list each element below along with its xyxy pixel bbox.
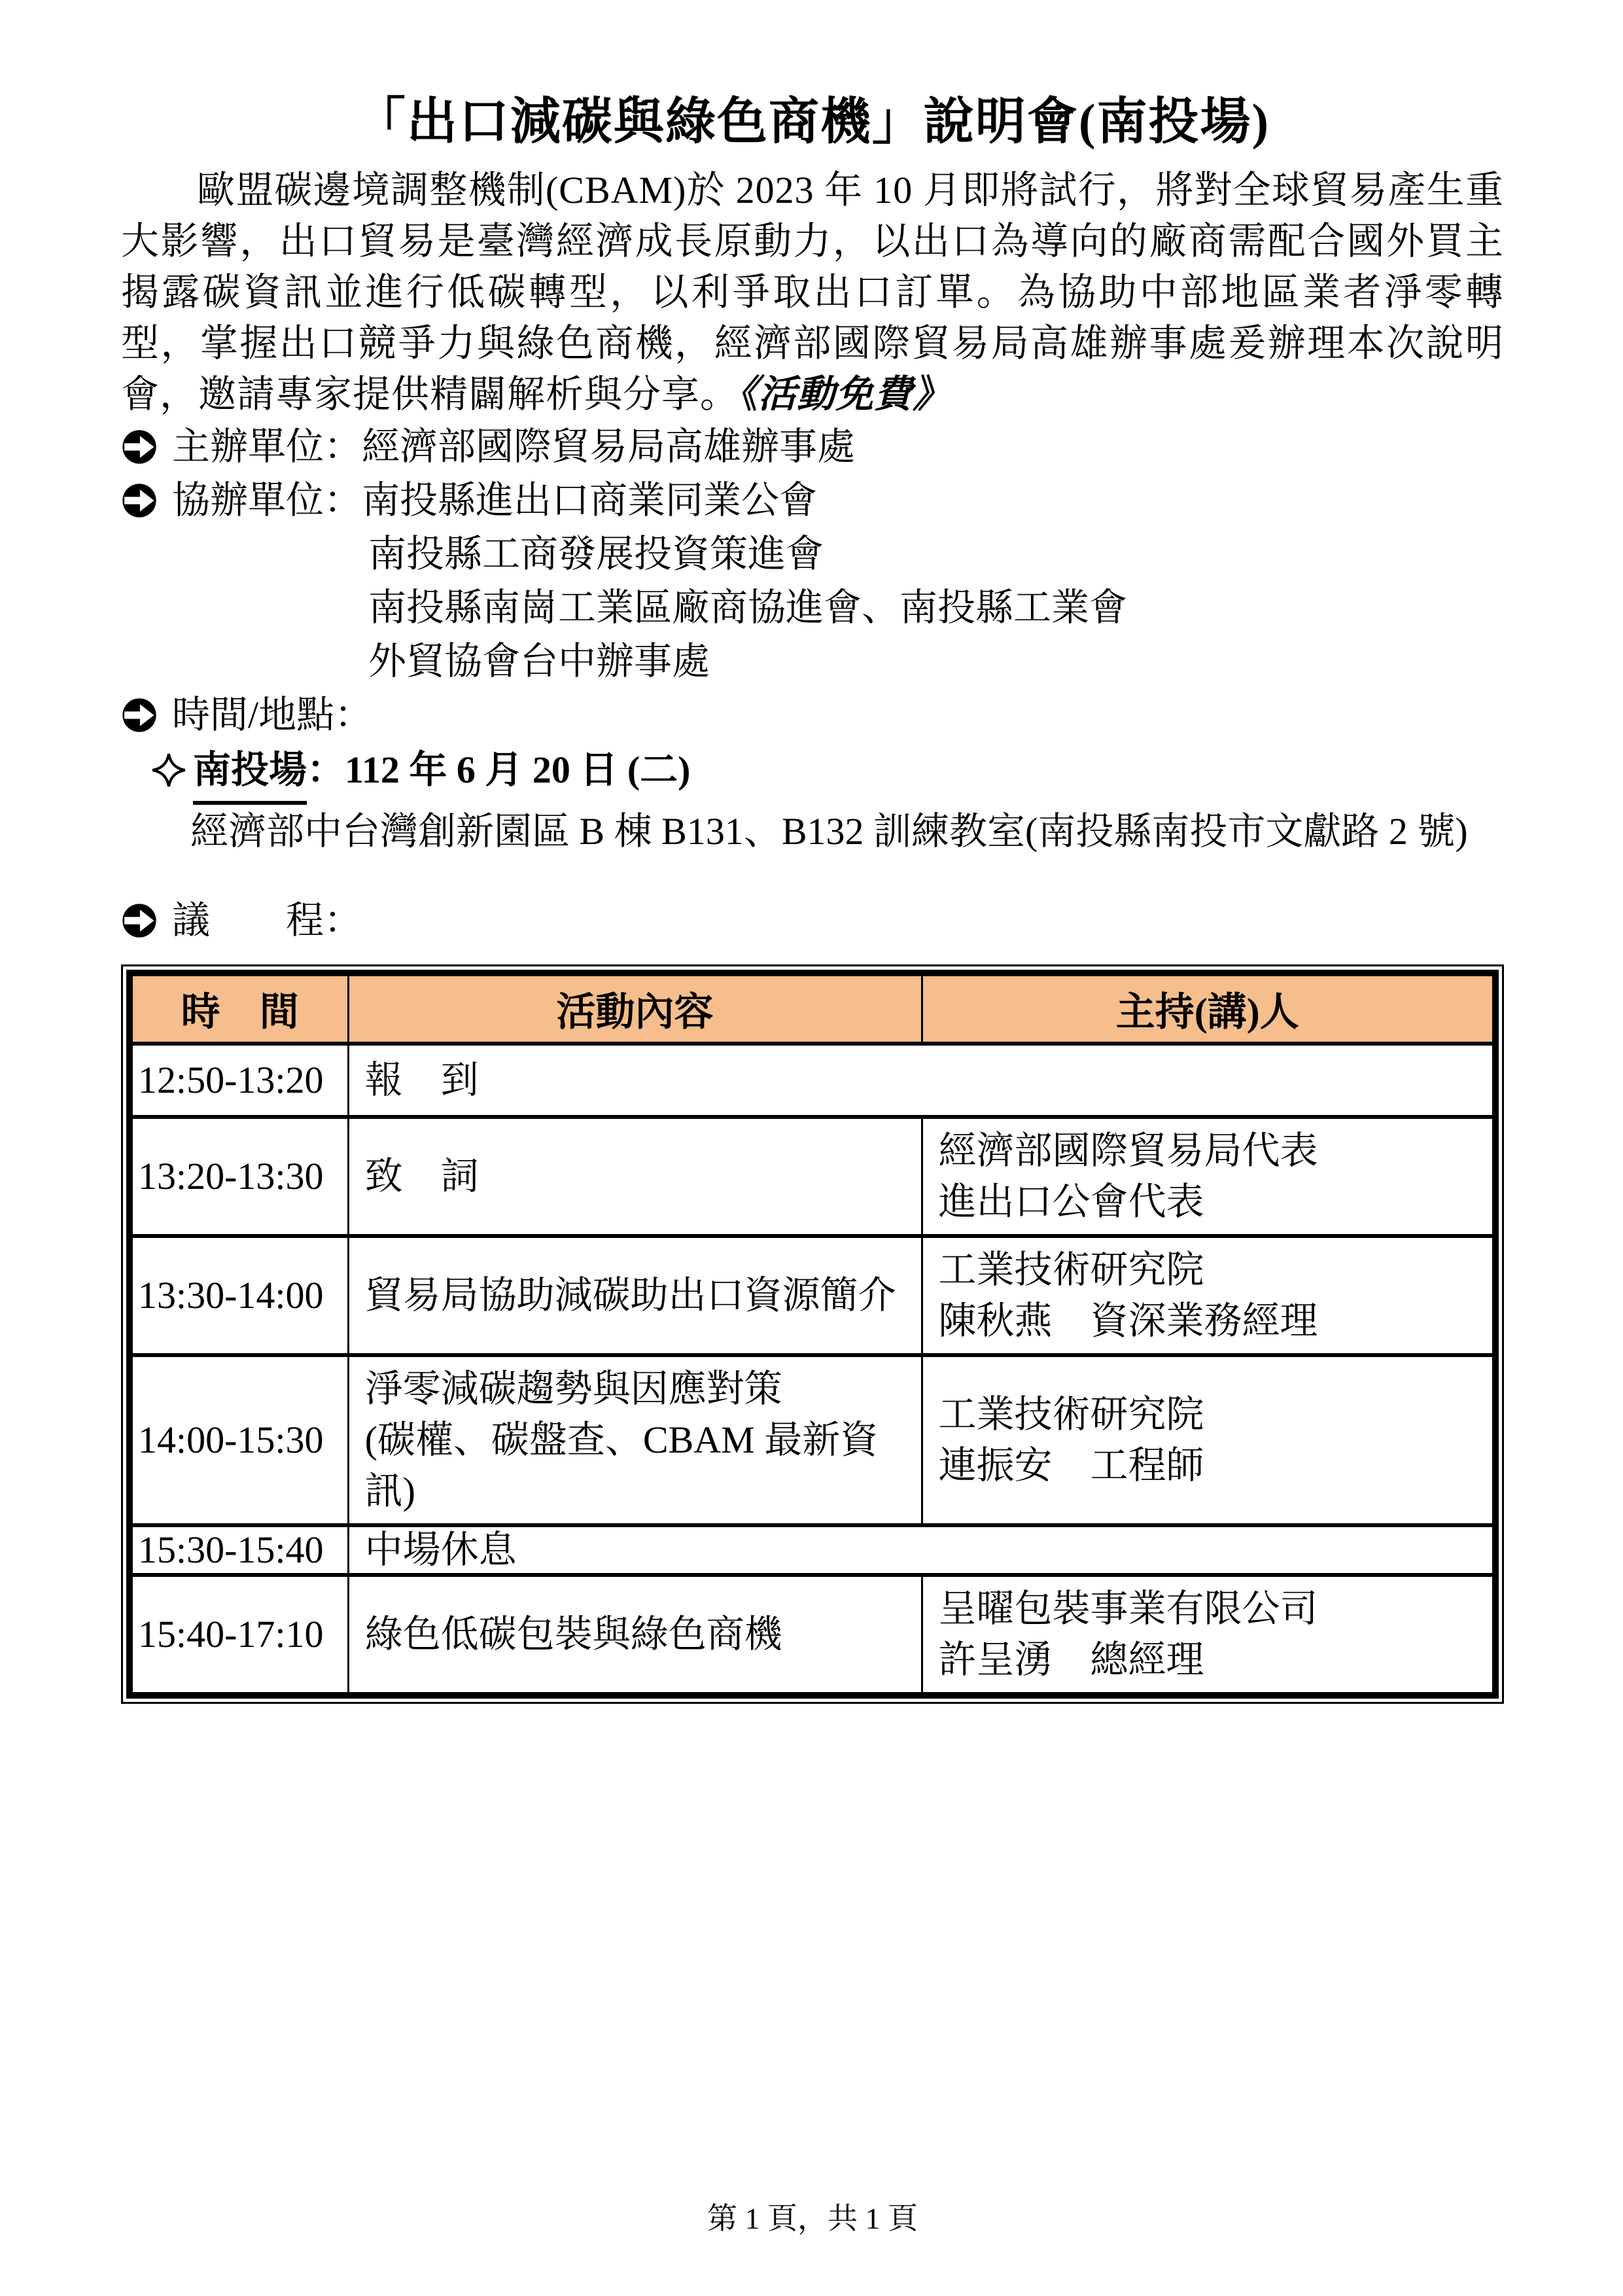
circled-right-arrow-icon	[121, 894, 172, 947]
co-organizer-item: 南投縣工商發展投資策進會	[368, 533, 824, 576]
time-cell: 15:30-15:40	[130, 1525, 348, 1575]
circled-right-arrow-icon	[121, 420, 172, 474]
circled-right-arrow-icon	[121, 688, 172, 742]
agenda-table-wrapper	[121, 964, 1504, 1704]
speaker-cell	[922, 1355, 1495, 1525]
co-organizer-item: 外貿協會台中辦事處	[368, 640, 710, 683]
free-event-highlight: 《活動免費》	[739, 373, 952, 416]
speaker-cell	[922, 1575, 1495, 1695]
page-footer: 第 1 頁，共 1 頁	[707, 2202, 918, 2236]
session-datetime: ：112 年 6 月 20 日 (二)	[307, 749, 691, 792]
speaker-line: 進出口公會代表	[938, 1180, 1204, 1224]
speaker-line: 工業技術研究院	[938, 1248, 1204, 1292]
header-content: 活動內容	[348, 973, 922, 1044]
co-organizer-label: 協辦單位：	[172, 479, 362, 522]
page-title: 「出口減碳與綠色商機」說明會(南投場)	[355, 94, 1270, 150]
intro-paragraph	[121, 165, 1504, 420]
table-row	[130, 1575, 1495, 1695]
speaker-line: 許呈湧 總經理	[938, 1638, 1204, 1682]
content-line: (碳權、碳盤查、CBAM 最新資訊)	[364, 1419, 879, 1513]
content-cell: 中場休息	[348, 1525, 1495, 1575]
speaker-line: 呈曜包裝事業有限公司	[938, 1587, 1318, 1631]
time-cell: 15:40-17:10	[130, 1575, 348, 1695]
agenda-header-row	[130, 973, 1495, 1044]
session-venue: 經濟部中台灣創新園區 B 棟 B131、B132 訓練教室(南投縣南投市文獻路 2 號)	[190, 810, 1468, 853]
header-time: 時 間	[130, 973, 348, 1044]
table-row	[130, 1355, 1495, 1525]
time-place-line	[121, 688, 1504, 742]
speaker-line: 工業技術研究院	[938, 1393, 1204, 1436]
table-row	[130, 1044, 1495, 1117]
intro-text: 歐盟碳邊境調整機制(CBAM)於 2023 年 10 月即將試行，將對全球貿易產生重大影響，出口貿易是臺灣經濟成長原動力，以出口為導向的廠商需配合國外買主揭露碳資訊並進行低碳轉型，以利爭取出口訂單。為協助中部地區業者淨零轉型，掌握出口競爭力與綠色商機，經濟部國際貿易局高雄辦事處爰辦理本次說明會，邀請專家提供精闢解析與分享。	[121, 169, 1504, 416]
content-cell: 致 詞	[348, 1117, 922, 1236]
co-organizer-line	[121, 474, 1504, 527]
agenda-label: 議 程：	[172, 899, 362, 942]
organizer-label: 主辦單位：	[172, 425, 362, 468]
speaker-line: 連振安 工程師	[938, 1444, 1204, 1487]
speaker-line: 經濟部國際貿易局代表	[938, 1129, 1318, 1173]
agenda-table	[126, 970, 1499, 1699]
table-row	[130, 1236, 1495, 1355]
four-pointed-star-icon	[151, 742, 193, 798]
header-speaker: 主持(講)人	[922, 973, 1495, 1044]
circled-right-arrow-icon	[121, 474, 172, 527]
session-name: 南投場	[193, 742, 307, 805]
co-organizer-first: 南投縣進出口商業同業公會	[362, 479, 818, 522]
time-cell: 12:50-13:20	[130, 1044, 348, 1117]
organizer-line	[121, 420, 1504, 474]
speaker-cell	[922, 1236, 1495, 1355]
table-row	[130, 1117, 1495, 1236]
time-place-label: 時間/地點：	[172, 694, 373, 737]
organizer-value: 經濟部國際貿易局高雄辦事處	[362, 425, 856, 468]
co-organizer-item: 南投縣南崗工業區廠商協進會、南投縣工業會	[368, 586, 1128, 629]
content-cell	[348, 1355, 922, 1525]
speaker-cell	[922, 1117, 1495, 1236]
table-row	[130, 1525, 1495, 1575]
time-cell: 14:00-15:30	[130, 1355, 348, 1525]
session-line	[121, 742, 1504, 805]
speaker-line: 陳秋燕 資深業務經理	[938, 1299, 1318, 1343]
content-cell: 綠色低碳包裝與綠色商機	[348, 1575, 922, 1695]
content-cell: 報 到	[348, 1044, 1495, 1117]
time-cell: 13:20-13:30	[130, 1117, 348, 1236]
agenda-label-line	[121, 894, 1504, 947]
content-line: 淨零減碳趨勢與因應對策	[364, 1368, 782, 1411]
time-cell: 13:30-14:00	[130, 1236, 348, 1355]
content-cell: 貿易局協助減碳助出口資源簡介	[348, 1236, 922, 1355]
